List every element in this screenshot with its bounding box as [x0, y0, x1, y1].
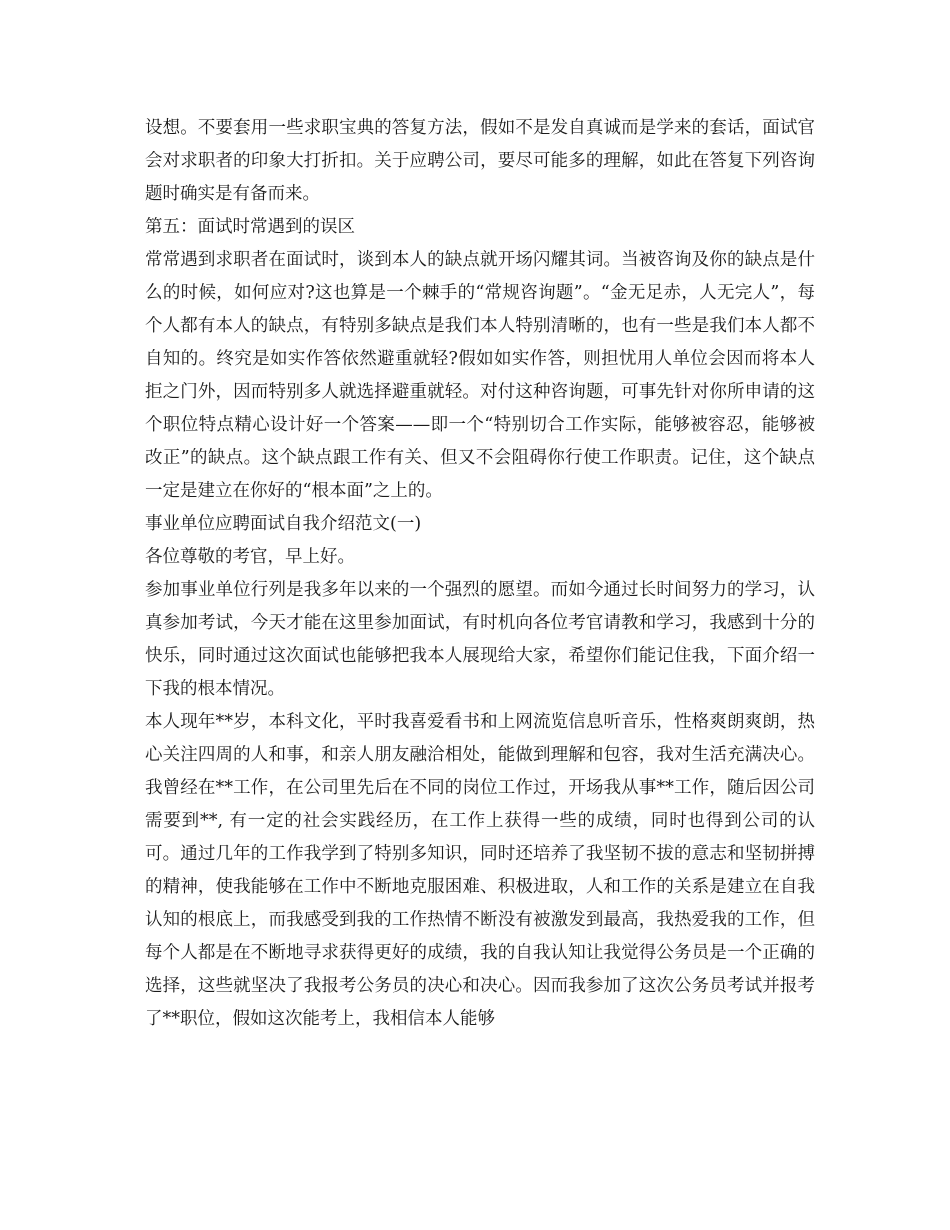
section-heading-sample-intro: 事业单位应聘面试自我介绍范文(一): [145, 514, 422, 534]
paragraph-personal-background: 本人现年**岁，本科文化，平时我喜爱看书和上网流览信息听音乐，性格爽朗爽朗，热心关注四周的人和事，和亲人朋友融洽相处，能做到理解和包容，我对生活充满决心。我曾经在**工作，在公司里先后在不同的岗位工作过，开场我从事**工作，随后因公司需要到**, 有一定的社会实践经历，在工作上获得一些的成绩，同时也得到公司的认可。通过几年的工作我学到了特别多知识，同时还培养了我坚韧不拔的意志和坚韧拼搏的精神，使我能够在工作中不断地克服困难、积极进取，人和工作的关系是建立在自我认知的根底上，而我感受到我的工作热情不断没有被激发到最高，我热爱我的工作，但每个人都是在不断地寻求获得更好的成绩，我的自我认知让我觉得公务员是一个正确的选择，这些就坚决了我报考公务员的决心和决心。因而我参加了这次公务员考试并报考了**职位，假如这次能考上，我相信本人能够: [145, 712, 815, 1029]
paragraph-motivation: 参加事业单位行列是我多年以来的一个强烈的愿望。而如今通过长时间努力的学习，认真参加考试，今天才能在这里参加面试，有时机向各位考官请教和学习，我感到十分的快乐，同时通过这次面试也能够把我本人展现给大家，希望你们能记住我，下面介绍一下我的根本情况。: [145, 580, 815, 699]
paragraph-weakness-advice: 常常遇到求职者在面试时，谈到本人的缺点就开场闪耀其词。当被咨询及你的缺点是什么的时候，如何应对?这也算是一个棘手的“常规咨询题”。“金无足赤，人无完人”，每个人都有本人的缺点，有特别多缺点是我们本人特别清晰的，也有一些是我们本人都不自知的。终究是如实作答依然避重就轻?假如如实作答，则担忧用人单位会因而将本人拒之门外，因而特别多人就选择避重就轻。对付这种咨询题，可事先针对你所申请的这个职位特点精心设计好一个答案——即一个“特别切合工作实际，能够被容忍，能够被改正”的缺点。这个缺点跟工作有关、但又不会阻碍你行使工作职责。记住，这个缺点一定是建立在你好的“根本面”之上的。: [145, 250, 815, 501]
paragraph-greeting: 各位尊敬的考官，早上好。: [145, 547, 355, 567]
paragraph-intro-continuation: 设想。不要套用一些求职宝典的答复方法，假如不是发自真诚而是学来的套话，面试官会对求职者的印象大打折扣。关于应聘公司，要尽可能多的理解，如此在答复下列咨询题时确实是有备而来。: [145, 118, 815, 204]
document-body: [145, 112, 815, 1036]
section-heading-mistakes: 第五：面试时常遇到的误区: [145, 217, 355, 237]
